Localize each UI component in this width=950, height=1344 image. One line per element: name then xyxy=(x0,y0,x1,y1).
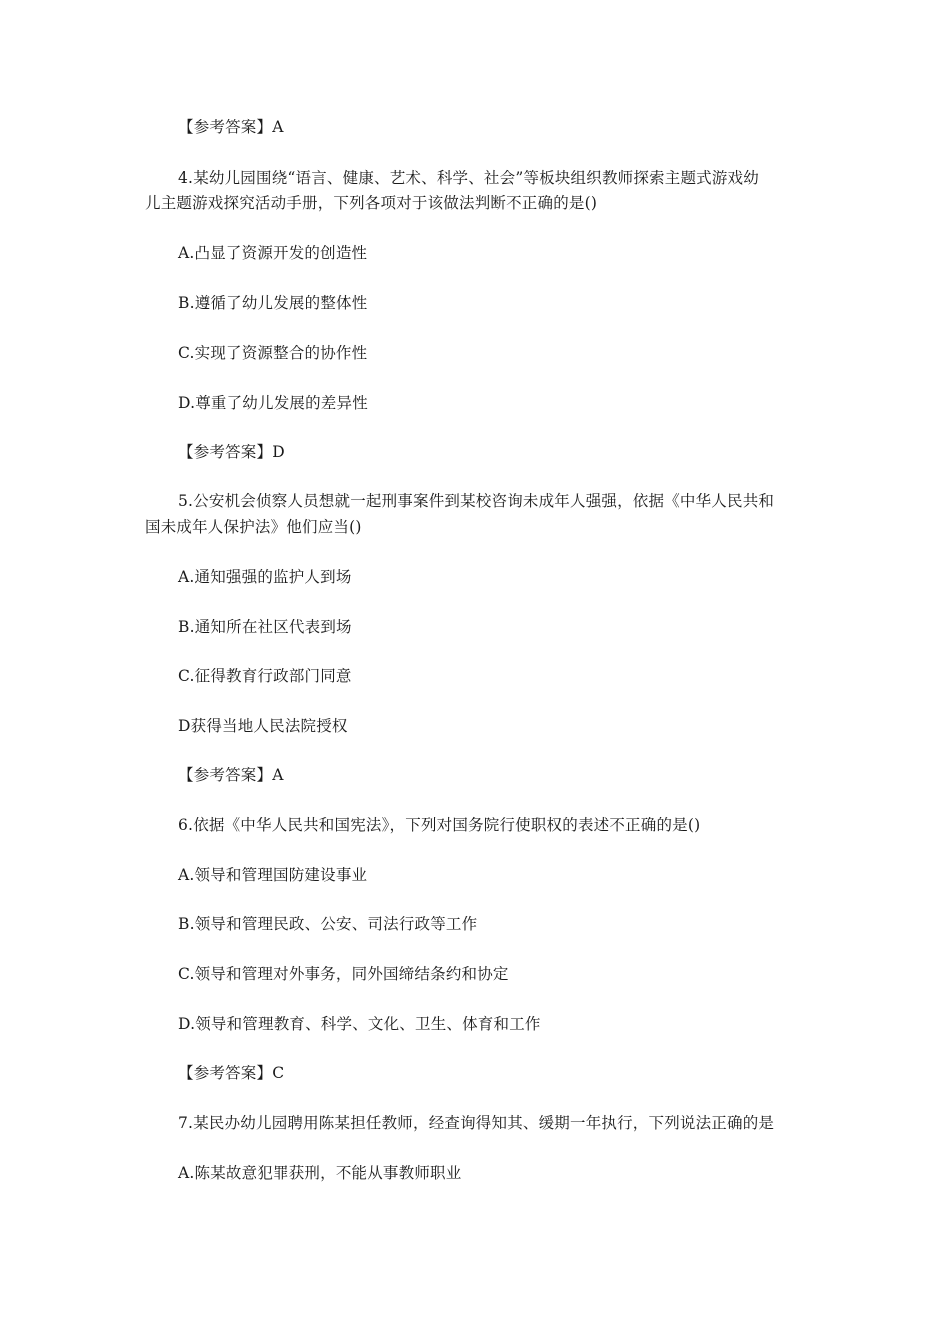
question-4-line-2: 儿主题游戏探究活动手册，下列各项对于该做法判断不正确的是() xyxy=(145,194,598,212)
question-4-option-b: B.遵循了幼儿发展的整体性 xyxy=(178,294,368,312)
question-5-option-d: D获得当地人民法院授权 xyxy=(178,717,348,735)
question-6-option-b: B.领导和管理民政、公安、司法行政等工作 xyxy=(178,915,478,933)
question-6-option-a: A.领导和管理国防建设事业 xyxy=(178,866,368,884)
question-5-option-c: C.征得教育行政部门同意 xyxy=(178,667,352,685)
question-6-option-d: D.领导和管理教育、科学、文化、卫生、体育和工作 xyxy=(178,1015,541,1033)
question-4-line-1: 4.某幼儿园围绕“语言、健康、艺术、科学、社会”等板块组织教师探索主题式游戏幼 xyxy=(178,169,759,187)
question-7: 7.某民办幼儿园聘用陈某担任教师，经查询得知其、缓期一年执行，下列说法正确的是 xyxy=(178,1114,775,1132)
question-6: 6.依据《中华人民共和国宪法》，下列对国务院行使职权的表述不正确的是() xyxy=(178,816,701,834)
question-5-option-b: B.通知所在社区代表到场 xyxy=(178,618,352,636)
answer-4: 【参考答案】D xyxy=(178,443,285,461)
question-5-line-2: 国未成年人保护法》他们应当() xyxy=(145,518,362,536)
question-4-option-d: D.尊重了幼儿发展的差异性 xyxy=(178,394,368,412)
answer-5: 【参考答案】A xyxy=(178,766,284,784)
question-5-line-1: 5.公安机会侦察人员想就一起刑事案件到某校咨询未成年人强强，依据《中华人民共和 xyxy=(178,492,775,510)
question-7-option-a: A.陈某故意犯罪获刑，不能从事教师职业 xyxy=(178,1164,462,1182)
answer-6: 【参考答案】C xyxy=(178,1064,285,1082)
answer-3: 【参考答案】A xyxy=(178,118,284,136)
question-6-option-c: C.领导和管理对外事务，同外国缔结条约和协定 xyxy=(178,965,509,983)
question-4-option-a: A.凸显了资源开发的创造性 xyxy=(178,244,368,262)
question-5-option-a: A.通知强强的监护人到场 xyxy=(178,568,352,586)
question-4-option-c: C.实现了资源整合的协作性 xyxy=(178,344,368,362)
